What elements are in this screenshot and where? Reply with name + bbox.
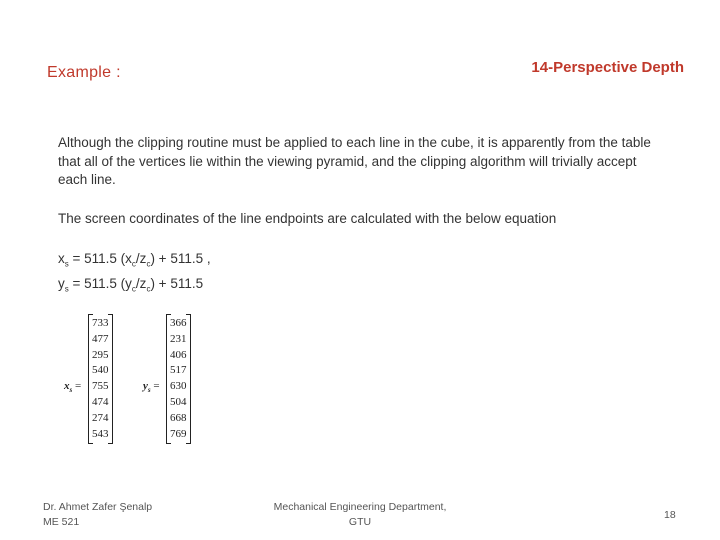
matrix-ys-label: $y_s$ =: [143, 380, 160, 395]
matrix-ys-cell: 630: [170, 380, 187, 393]
equation-block: [58, 249, 211, 298]
matrix-xs-cell: 540: [92, 364, 109, 377]
matrix-ys-cell: 366: [170, 317, 187, 329]
slide-subtitle: Example :: [47, 64, 121, 81]
matrix-xs-cell: 477: [92, 332, 109, 345]
footer-department: [260, 500, 460, 530]
equation-ys: $y_s = 511.5$ $(y_c/z_c) + 511.5$: [58, 275, 204, 294]
page-number: 18: [664, 509, 676, 521]
paragraph-clipping: Although the clipping routine must be applied to each line in the cube, it is apparently from the table that all of the vertices lie within the viewing pyramid, and the clipping algorithm will trivially accept each line.: [58, 135, 651, 187]
matrix-xs-cell: 755: [92, 380, 109, 393]
matrix-ys-cell: 517: [170, 364, 187, 377]
matrix-xs-cell: 543: [92, 427, 109, 440]
matrix-ys-cell: 668: [170, 411, 187, 424]
matrix-xs: [88, 314, 113, 444]
footer-department-name: Mechanical Engineering Department,: [273, 501, 447, 513]
matrix-figure: [60, 314, 210, 460]
footer-course-code: ME 521: [43, 516, 80, 528]
paragraph-screen-coordinates: The screen coordinates of the line endpoints are calculated with the below equation: [58, 211, 557, 226]
matrix-ys-cell: 406: [170, 348, 187, 361]
slide-title: 14-Perspective Depth: [531, 59, 684, 76]
footer-university: GTU: [348, 516, 372, 528]
matrix-xs-label: $x_s$ =: [64, 380, 82, 395]
matrix-ys-cell: 769: [170, 427, 187, 440]
equation-xs: $x_s = 511.5$ $(x_c/z_c) + 511.5$ ,: [58, 251, 211, 269]
matrix-ys-cell: 504: [170, 395, 187, 408]
footer-author: [43, 500, 152, 530]
matrix-ys-cell: 231: [170, 332, 187, 345]
footer-author-name: Dr. Ahmet Zafer Şenalp: [43, 501, 153, 513]
matrix-xs-cell: 733: [92, 317, 109, 329]
matrix-ys: [166, 314, 191, 444]
matrix-xs-cell: 474: [92, 395, 109, 408]
matrix-xs-cell: 274: [92, 411, 109, 424]
matrix-xs-cell: 295: [92, 348, 109, 361]
